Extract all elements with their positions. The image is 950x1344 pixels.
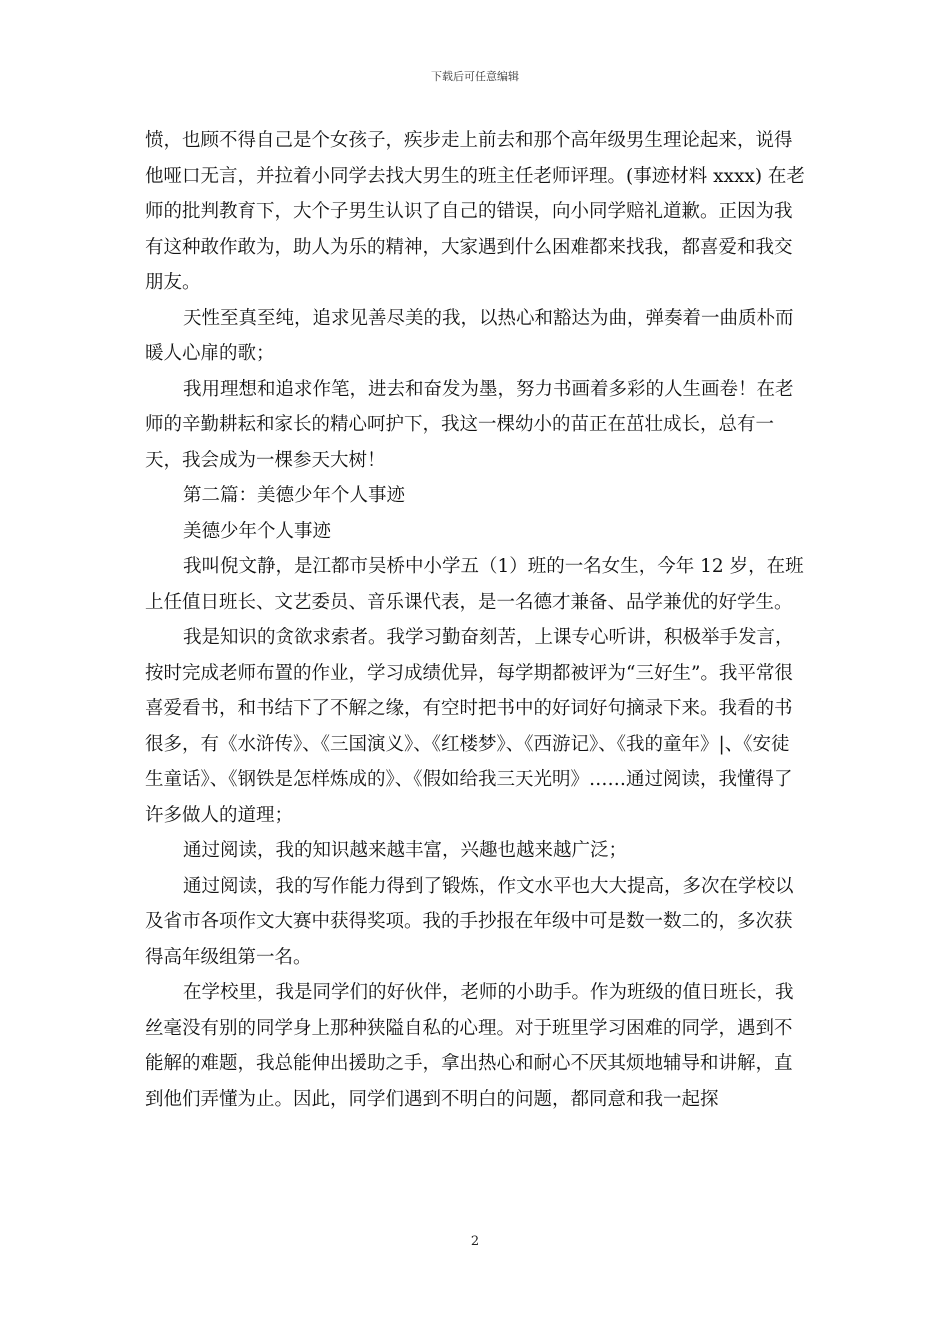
paragraph: 我是知识的贪欲求索者。我学习勤奋刻苦，上课专心听讲，积极举手发言，按时完成老师布置的作业，学习成绩优异，每学期都被评为“三好生”。我平常很喜爱看书，和书结下了不解之缘，有空时把书中的好词好句摘录下来。我看的书很多，有《水浒传》、《三国演义》、《红楼梦》、《西游记》、《我的童年》|、《安徒生童话》、《钢铁是怎样炼成的》、《假如给我三天光明》……通过阅读，我懂得了许多做人的道理；	[145, 627, 794, 826]
paragraph: 愤，也顾不得自己是个女孩子，疾步走上前去和那个高年级男生理论起来，说得他哑口无言，并拉着小同学去找大男生的班主任老师评理。(事迹材料 xxxx) 在老师的批判教育下，大个子男生认识了自己的错误，向小同学赔礼道歉。正因为我有这种敢作敢为，助人为乐的精神，大家遇到什么困难都来找我，都喜爱和我交朋友。	[145, 130, 805, 293]
paragraph: 天性至真至纯，追求见善尽美的我，以热心和豁达为曲，弹奏着一曲质朴而暖人心扉的歌；	[145, 307, 794, 364]
paragraph: 通过阅读，我的知识越来越丰富，兴趣也越来越广泛；	[183, 840, 628, 861]
paragraph: 我用理想和追求作笔，进去和奋发为墨，努力书画着多彩的人生画卷！在老师的辛勤耕耘和家长的精心呵护下，我这一棵幼小的苗正在茁壮成长，总有一天，我会成为一棵参天大树！	[145, 378, 794, 471]
paragraph: 通过阅读，我的写作能力得到了锻炼，作文水平也大大提高，多次在学校以及省市各项作文大赛中获得奖项。我的手抄报在年级中可是数一数二的，多次获得高年级组第一名。	[145, 875, 794, 968]
page-header: 下载后可任意编辑	[431, 70, 519, 83]
section-heading: 第二篇：美德少年个人事迹	[183, 485, 406, 506]
article-title: 美德少年个人事迹	[183, 520, 332, 542]
paragraph: 在学校里，我是同学们的好伙伴，老师的小助手。作为班级的值日班长，我丝毫没有别的同学身上那种狭隘自私的心理。对于班里学习困难的同学，遇到不能解的难题，我总能伸出援助之手，拿出热心和耐心不厌其烦地辅导和讲解，直到他们弄懂为止。因此，同学们遇到不明白的问题，都同意和我一起探	[145, 982, 794, 1110]
page-number: 2	[470, 1234, 480, 1249]
document-body	[145, 123, 807, 1117]
paragraph: 我叫倪文静，是江都市吴桥中小学五（1）班的一名女生，今年 12 岁，在班上任值日班长、文艺委员、音乐课代表，是一名德才兼备、品学兼优的好学生。	[145, 556, 804, 613]
